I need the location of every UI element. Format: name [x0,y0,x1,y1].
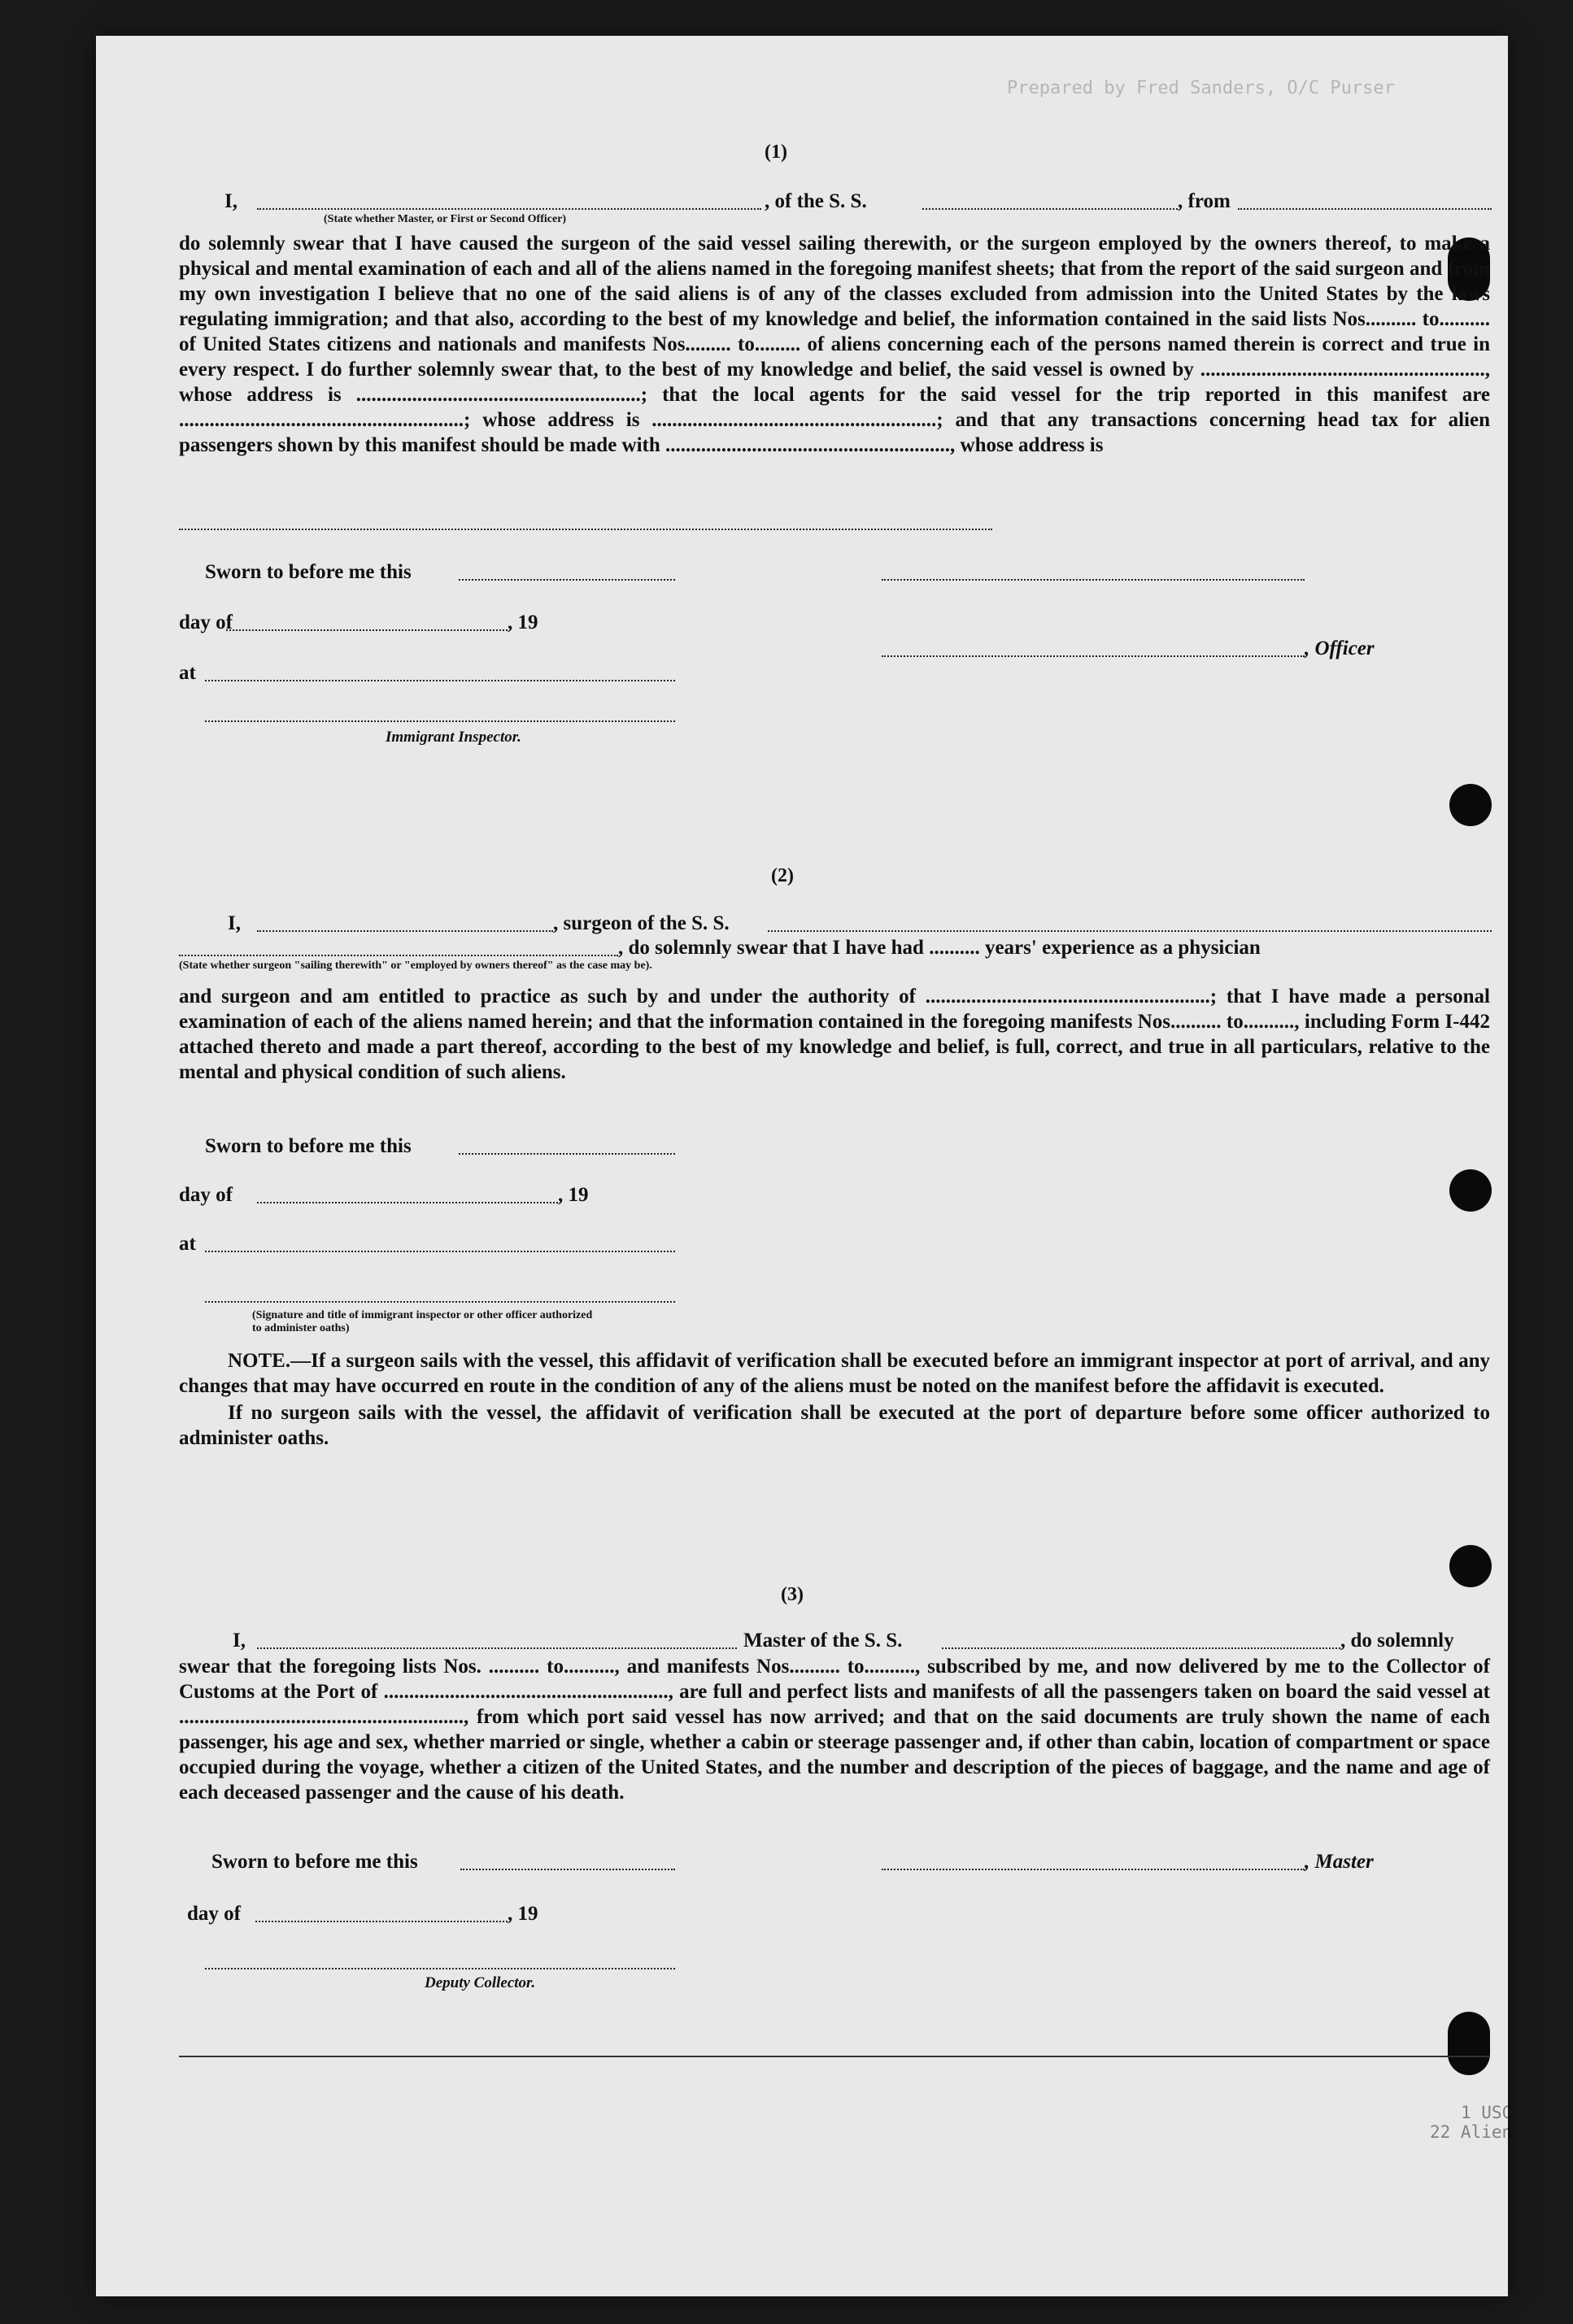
section-number: (1) [765,141,787,163]
day-of-label: day of [179,611,233,633]
from-port-field[interactable] [1238,208,1492,210]
day-of-label: day of [187,1903,241,1925]
day-of-field[interactable] [255,1921,508,1922]
note-paragraph-2: If no surgeon sails with the vessel, the affidavit of verification shall be executed at the port of departure before some officer authorized to administer oaths. [179,1402,1490,1449]
section2-i: I, [228,912,241,934]
at-field[interactable] [205,1251,675,1252]
officer-label: , Officer [1305,638,1375,659]
section-number: (2) [771,865,794,886]
inspector-signature-field[interactable] [205,720,675,722]
section3-body: swear that the foregoing lists Nos. .......... to.........., and manifests Nos.......... to.........., subscribed by me, and now delivered by me to the Collector of Customs at the Port of ........................................................, are full and perfect lists and manifests of all the passengers taken on board the said vessel at ........................................................, from which port said vessel has now arrived; and that on the said documents are truly shown the name of each passenger, his age and sex, whether married or single, whether a cabin or steerage passenger and, if other than cabin, location of compartment or space occupied during the voyage, whether a citizen of the United States, and the number and description of the pieces of baggage, and the name and age of each deceased passenger and the cause of his death. [179,1656,1490,1804]
surgeon-vessel-field[interactable] [768,930,1492,932]
year-label: , 19 [508,611,538,633]
header-note: Prepared by Fred Sanders, O/C Purser [1007,78,1395,98]
section2-body: and surgeon and am entitled to practice as such by and under the authority of ........................................................; that I have made a personal examination of each of the aliens named herein; and that the information contained in the foregoing manifests Nos.......... to.........., including Form I-442 attached thereto and made a part thereof, according to the best of my knowledge and belief, is full, correct, and true in all particulars, relative to the mental and physical condition of such aliens. [179,986,1490,1083]
sworn-day-field[interactable] [459,579,675,581]
surgeon-capacity-field[interactable] [179,955,618,956]
form-sheet [96,36,1513,2296]
day-of-label: day of [179,1184,233,1206]
surgeon-vessel-label: , surgeon of the S. S. [553,912,730,934]
sworn-label: Sworn to before me this [211,1851,418,1873]
sworn-day-field[interactable] [460,1869,675,1870]
punch-hole [1449,1545,1492,1587]
do-solemnly-label: , do solemnly [1340,1630,1454,1652]
year-label: , 19 [558,1184,589,1206]
master-name-field[interactable] [257,1647,737,1649]
section-number: (3) [781,1584,804,1605]
section3-i: I, [233,1630,246,1652]
bottom-rule [179,2056,1490,2057]
master-vessel-field[interactable] [942,1647,1340,1649]
at-label: at [179,662,196,684]
signature-caption: (Signature and title of immigrant inspector or other officer authorized to administer oaths) [252,1309,593,1334]
punch-hole [1449,784,1492,826]
year-label: , 19 [508,1903,538,1925]
master-vessel-label: Master of the S. S. [743,1630,903,1652]
experience-line: , do solemnly swear that I have had .......... years' experience as a physician [618,937,1261,959]
sworn-label: Sworn to before me this [205,1135,412,1157]
at-label: at [179,1233,196,1255]
day-of-field[interactable] [257,1202,558,1203]
day-of-field[interactable] [226,629,508,631]
punch-hole [1448,2012,1490,2075]
vessel-label: , of the S. S. [765,190,867,212]
at-field[interactable] [205,680,675,681]
corner-note: 1 USC 22 Alien [1430,2103,1513,2142]
head-tax-address-field[interactable] [179,529,992,530]
sworn-label: Sworn to before me this [205,561,412,583]
sworn-day-field[interactable] [459,1153,675,1155]
section1-body: do solemnly swear that I have caused the surgeon of the said vessel sailing therewith, or the surgeon employed by the owners thereof, to make a physical and mental examination of each and all of the aliens named in the foregoing manifest sheets; that from the report of the said surgeon and from my own investigation I believe that no one of the said aliens is of any of the classes excluded from admission into the United States by the laws regulating immigration; and that also, according to the best of my knowledge and belief, the information contained in the said lists Nos.......... to.......... of United States citizens and nationals and manifests Nos......... to......... of aliens concerning each of the persons named therein is correct and true in every respect. I do further solemnly swear that, to the best of my knowledge and belief, the said vessel is owned by ........................................................, whose address is ........................................................; that the local agents for the said vessel for the trip reported in this manifest are ........................................................; whose address is ........................................................; and that any transactions concerning head tax for alien passengers shown by this manifest should be made with ........................................................, whose address is [179,233,1490,456]
from-label: , from [1178,190,1231,212]
master-label: , Master [1305,1851,1374,1873]
officer-caption: (State whether Master, or First or Second Officer) [324,213,567,225]
section1-i: I, [224,190,237,212]
collector-caption: Deputy Collector. [425,1974,536,1991]
punch-hole [1449,1169,1492,1212]
surgeon-name-field[interactable] [257,930,553,932]
officer-signature-field[interactable] [882,579,1305,581]
note-paragraph: NOTE.—If a surgeon sails with the vessel, this affidavit of verification shall be executed before an immigrant inspector at port of arrival, and any changes that may have occurred en route in the condition of any of the aliens must be noted on the manifest before the affidavit is executed. [179,1350,1490,1397]
officer-title-field[interactable] [882,655,1305,657]
master-signature-field[interactable] [882,1869,1305,1870]
officer-name-field[interactable] [257,208,761,210]
collector-signature-field[interactable] [205,1968,675,1969]
signature-field[interactable] [205,1301,675,1303]
inspector-caption: Immigrant Inspector. [386,729,521,746]
vessel-name-field[interactable] [922,208,1178,210]
surgeon-caption: (State whether surgeon "sailing therewith" or "employed by owners thereof" as the case may be). [179,960,652,972]
